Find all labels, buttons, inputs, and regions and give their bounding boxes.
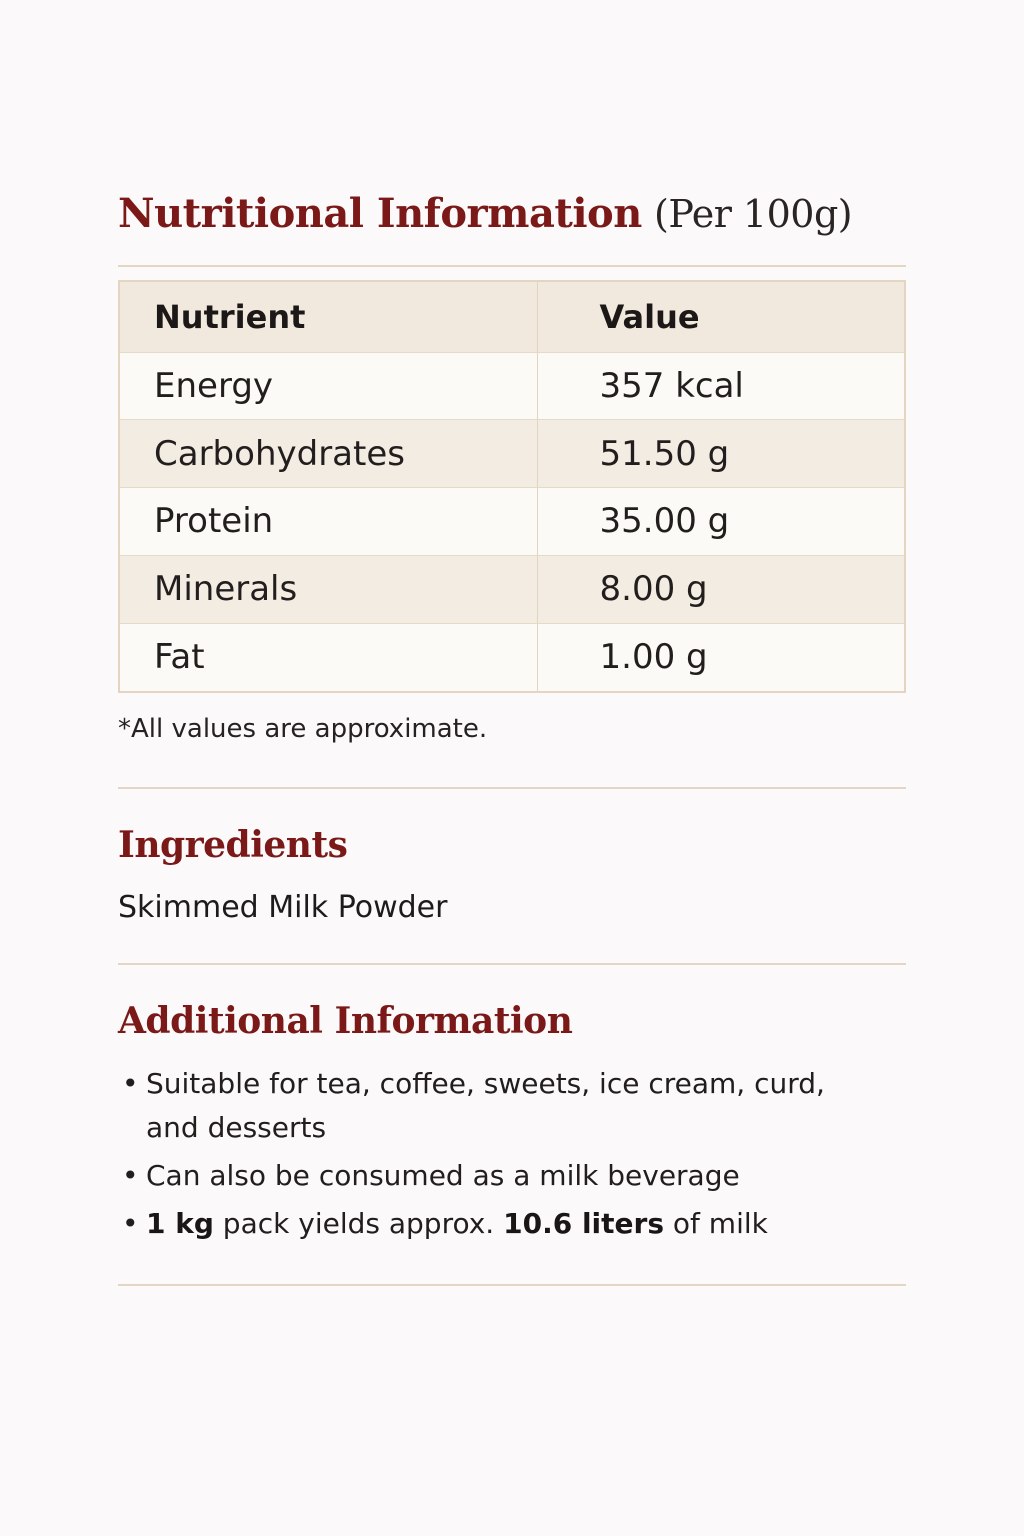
divider bbox=[118, 787, 906, 789]
nutrient-name: Carbohydrates bbox=[120, 420, 537, 488]
table-row bbox=[120, 555, 904, 623]
pack-size: 1 kg bbox=[146, 1207, 214, 1240]
nutrition-table bbox=[118, 280, 906, 693]
table-footnote: *All values are approximate. bbox=[118, 714, 488, 744]
list-item-text: pack yields approx. bbox=[213, 1207, 504, 1240]
divider bbox=[118, 1284, 906, 1286]
list-item bbox=[118, 1062, 878, 1150]
table-row bbox=[120, 488, 904, 556]
list-item bbox=[118, 1154, 878, 1198]
nutrient-name: Energy bbox=[120, 352, 537, 420]
title-subtitle: (Per 100g) bbox=[654, 192, 853, 236]
ingredients-heading: Ingredients bbox=[118, 824, 348, 866]
nutrient-value: 1.00 g bbox=[537, 623, 904, 691]
table-row bbox=[120, 352, 904, 420]
nutrient-value: 8.00 g bbox=[537, 555, 904, 623]
table-header-row bbox=[120, 282, 904, 352]
bullet-icon: • bbox=[122, 1159, 139, 1192]
divider bbox=[118, 963, 906, 965]
column-header-nutrient: Nutrient bbox=[120, 282, 537, 352]
yield-amount: 10.6 liters bbox=[503, 1207, 664, 1240]
additional-info-heading: Additional Information bbox=[118, 1000, 573, 1042]
column-header-value: Value bbox=[537, 282, 904, 352]
list-item-text: of milk bbox=[664, 1207, 768, 1240]
table-row bbox=[120, 420, 904, 488]
list-item-text: Suitable for tea, coffee, sweets, ice cream, curd, and desserts bbox=[146, 1067, 825, 1144]
bullet-icon: • bbox=[122, 1067, 139, 1100]
nutrient-value: 35.00 g bbox=[537, 488, 904, 556]
nutrient-name: Minerals bbox=[120, 555, 537, 623]
divider bbox=[118, 265, 906, 267]
ingredients-text: Skimmed Milk Powder bbox=[118, 890, 448, 925]
list-item-text: Can also be consumed as a milk beverage bbox=[146, 1159, 740, 1192]
table-row bbox=[120, 623, 904, 691]
nutrient-value: 357 kcal bbox=[537, 352, 904, 420]
list-item bbox=[118, 1202, 878, 1246]
nutrient-value: 51.50 g bbox=[537, 420, 904, 488]
additional-info-list bbox=[118, 1062, 878, 1250]
nutrient-name: Fat bbox=[120, 623, 537, 691]
page-title bbox=[118, 186, 852, 242]
title-main: Nutritional Information bbox=[118, 190, 642, 237]
nutrient-name: Protein bbox=[120, 488, 537, 556]
bullet-icon: • bbox=[122, 1207, 139, 1240]
